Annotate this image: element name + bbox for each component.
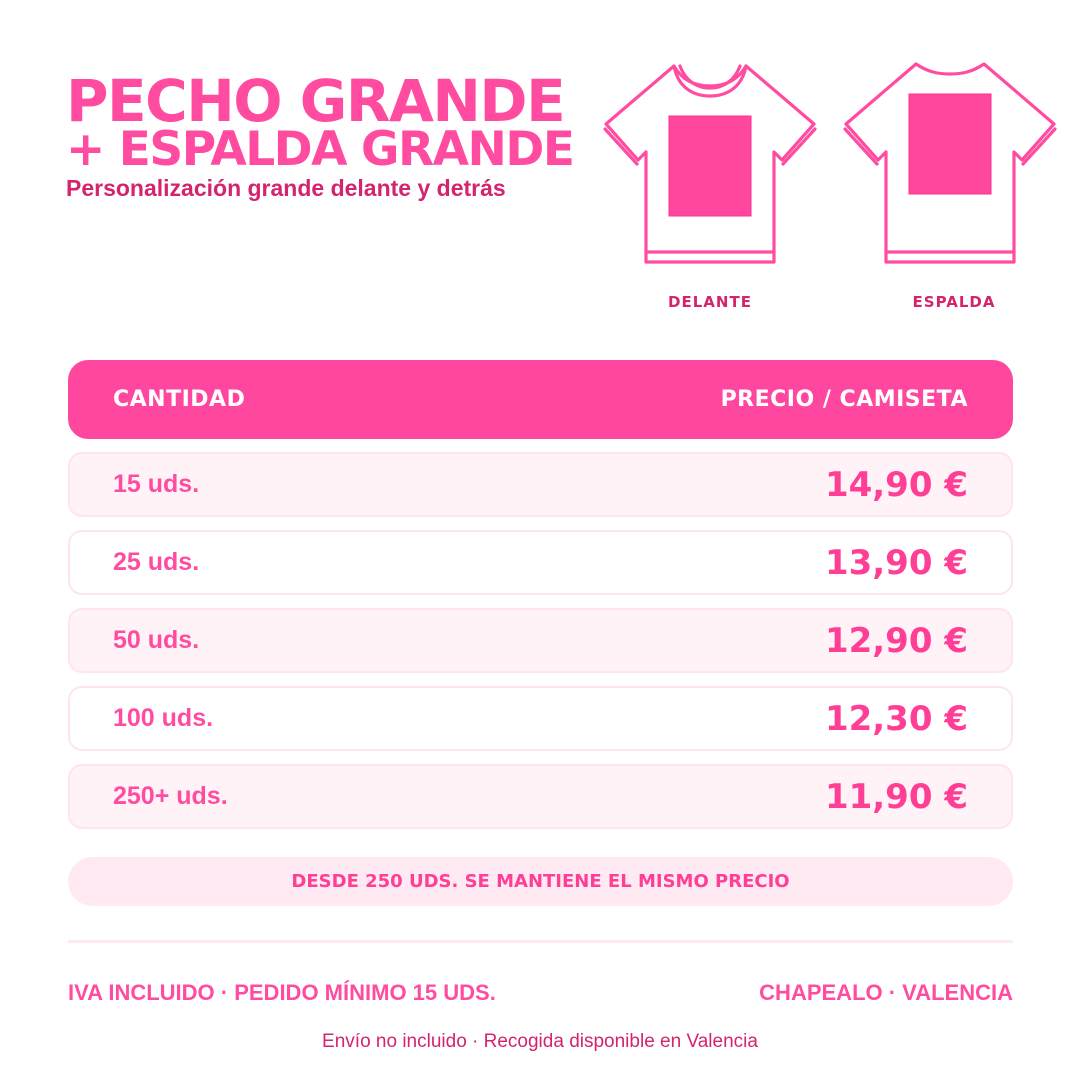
table-row xyxy=(68,608,1013,673)
row-price: 12,30 € xyxy=(824,698,968,739)
tshirt-back-icon xyxy=(842,58,1058,274)
row-quantity: 250+ uds. xyxy=(113,782,228,810)
back-label: ESPALDA xyxy=(912,293,996,311)
row-quantity: 15 uds. xyxy=(113,470,200,498)
front-label: DELANTE xyxy=(668,293,752,311)
table-row xyxy=(68,764,1013,829)
page-subtitle: Personalización grande delante y detrás xyxy=(66,175,506,201)
table-row xyxy=(68,530,1013,595)
page-title-line2: + ESPALDA GRANDE xyxy=(66,122,574,177)
row-price: 14,90 € xyxy=(824,464,968,505)
row-quantity: 50 uds. xyxy=(113,626,200,654)
footer-terms: IVA INCLUIDO · PEDIDO MÍNIMO 15 UDS. xyxy=(68,980,496,1005)
divider xyxy=(68,940,1013,943)
row-quantity: 25 uds. xyxy=(113,548,200,576)
price-note-banner: DESDE 250 UDS. SE MANTIENE EL MISMO PRECIO xyxy=(68,857,1013,906)
row-quantity: 100 uds. xyxy=(113,704,214,732)
price-table xyxy=(68,452,1013,842)
footer-brand: CHAPEALO · VALENCIA xyxy=(759,980,1013,1005)
table-row xyxy=(68,452,1013,517)
price-table-header xyxy=(68,360,1013,439)
title-block xyxy=(66,67,574,202)
row-price: 12,90 € xyxy=(824,620,968,661)
tshirt-front-icon xyxy=(602,58,818,274)
row-price: 11,90 € xyxy=(824,776,968,817)
page-title: PECHO GRANDE xyxy=(66,67,565,135)
footer-shipping-note: Envío no incluido · Recogida disponible en Valencia xyxy=(322,1031,758,1052)
row-price: 13,90 € xyxy=(824,542,968,583)
header-quantity: CANTIDAD xyxy=(113,387,246,412)
table-row xyxy=(68,686,1013,751)
header-price: PRECIO / CAMISETA xyxy=(720,387,968,412)
